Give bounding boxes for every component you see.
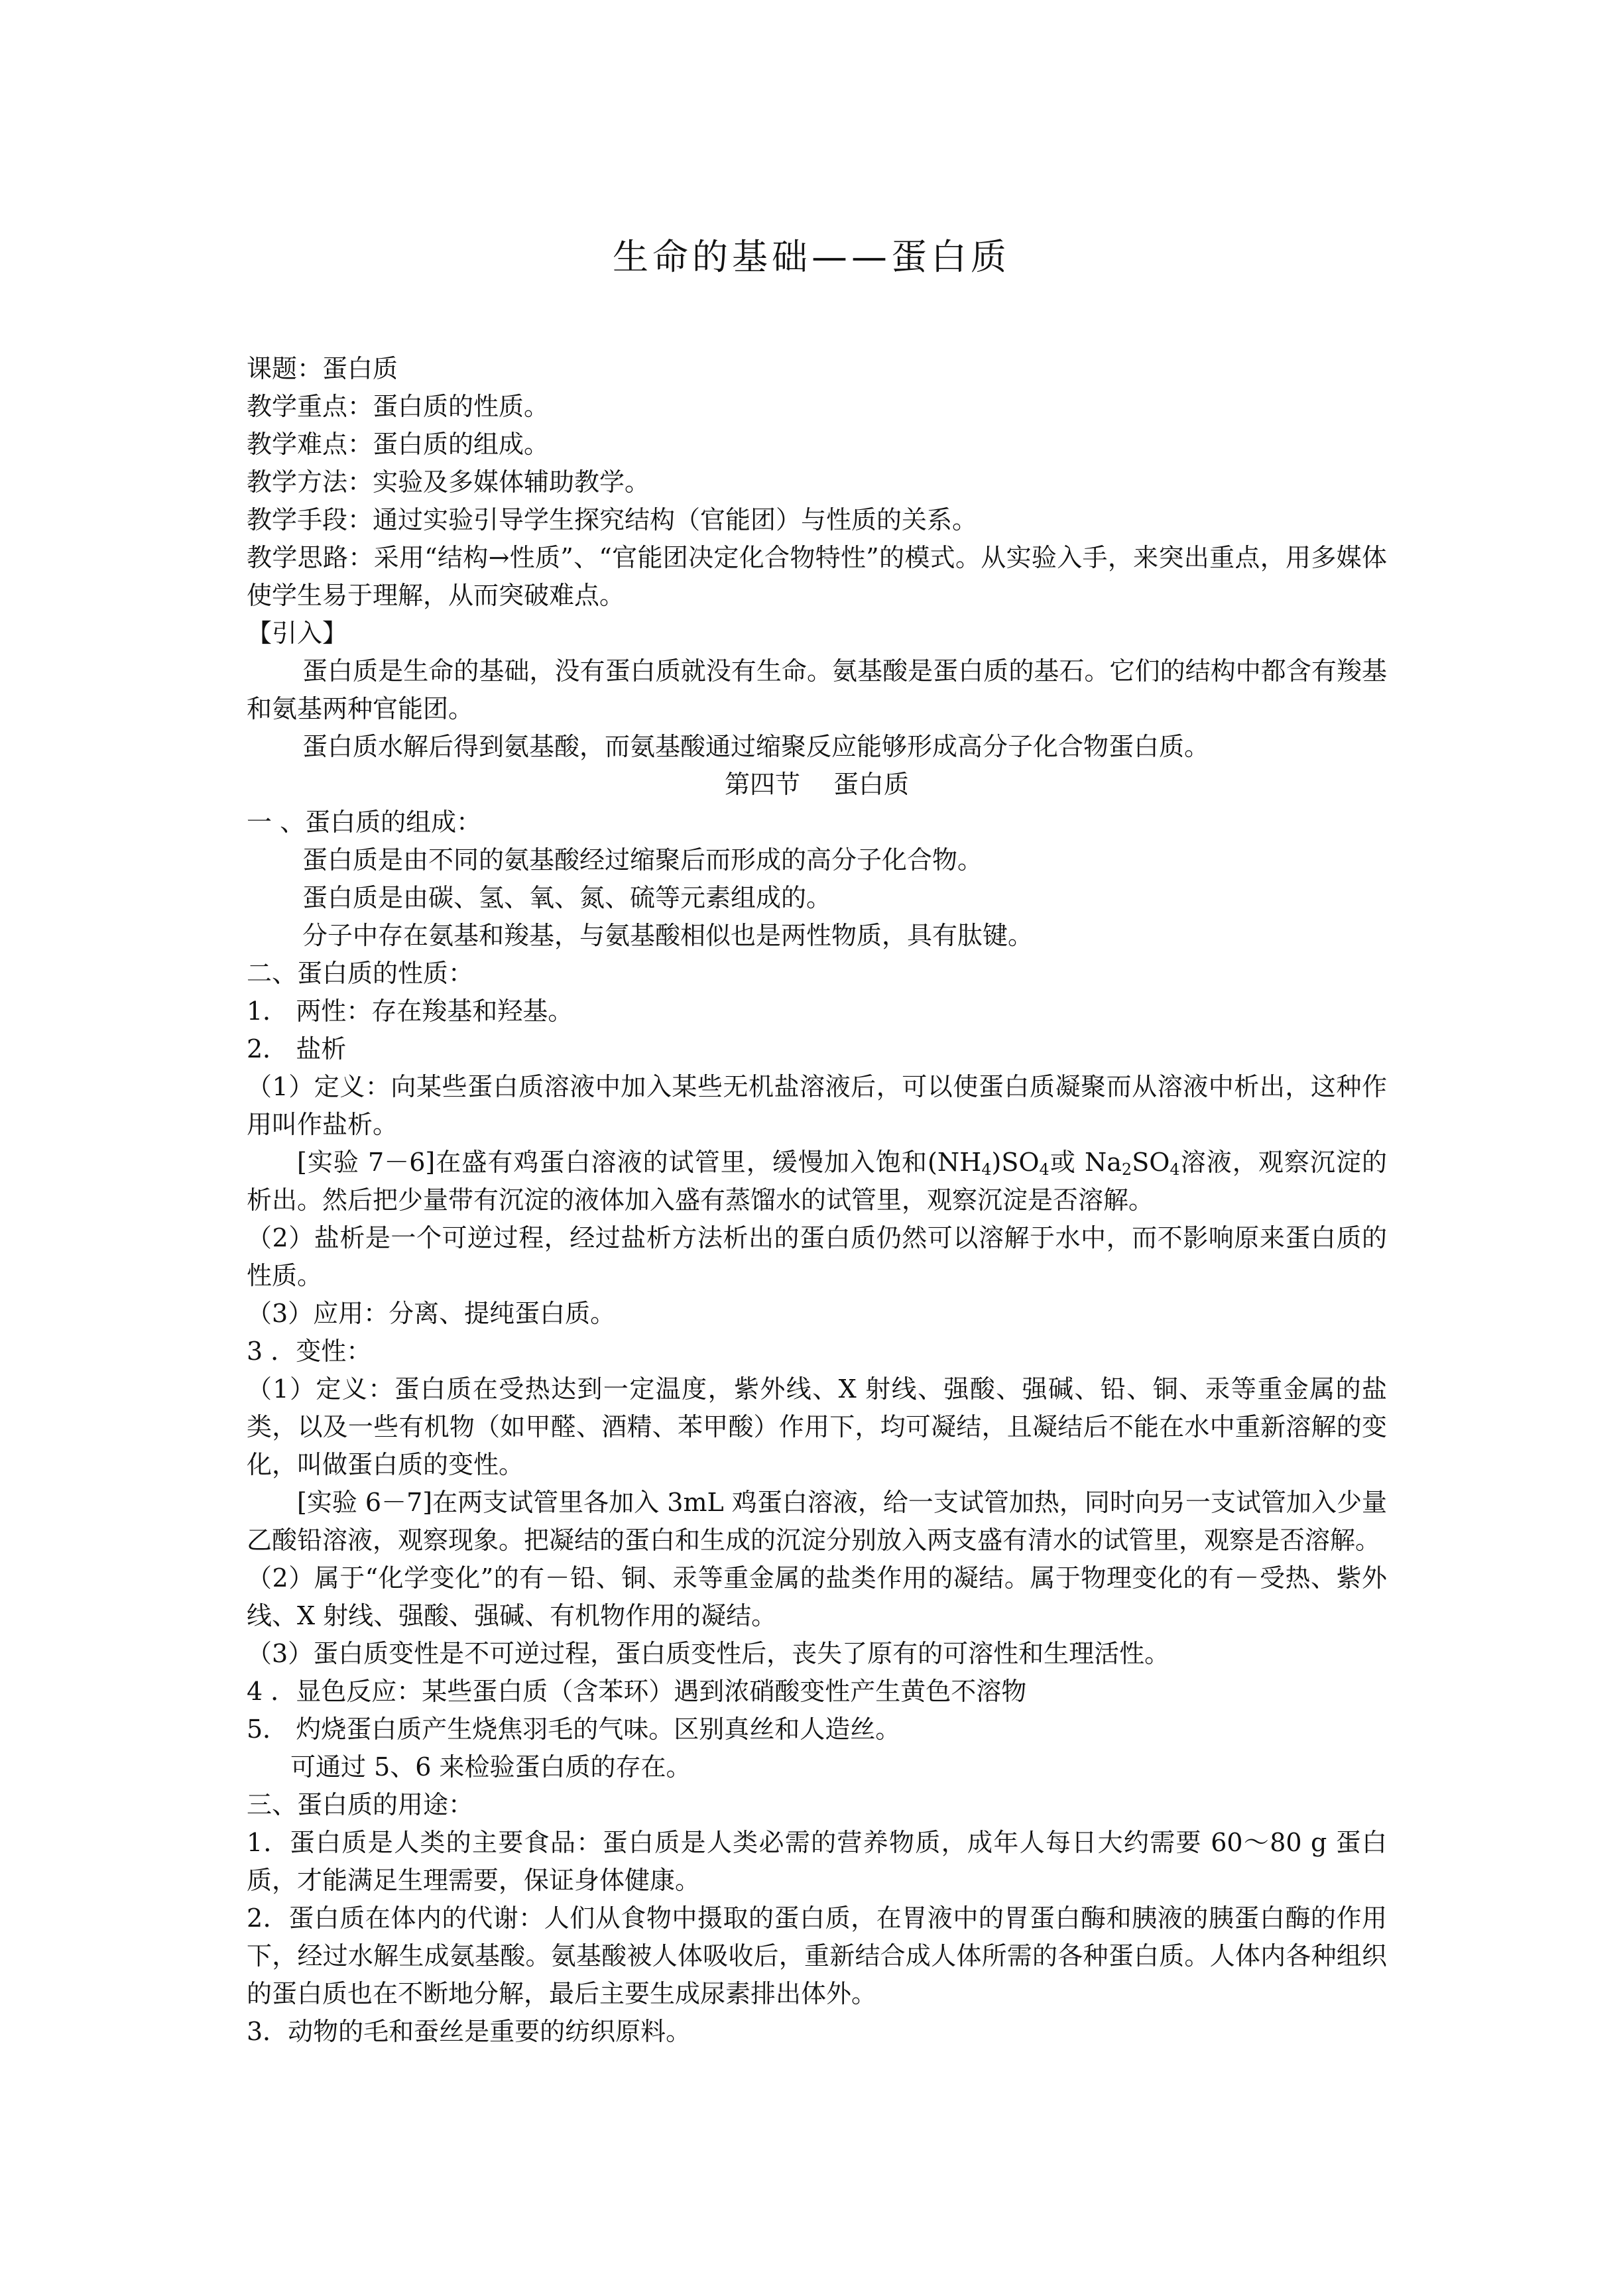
experiment-6-7: [实验 6－7]在两支试管里各加入 3mL 鸡蛋白溶液，给一支试管加热，同时向另一支试管加入少量乙酸铅溶液，观察现象。把凝结的蛋白和生成的沉淀分别放入两支盛有清水的试管里，观察是否溶解。 (247, 1488, 1387, 1555)
subscript: 2 (1121, 1160, 1132, 1179)
intro-heading: 【引入】 (247, 619, 348, 648)
experiment-7-6 (247, 1144, 1387, 1219)
denaturation-definition: （1）定义：蛋白质在受热达到一定温度，紫外线、X 射线、强酸、强碱、铅、铜、汞等重金属的盐类，以及一些有机物（如甲醛、酒精、苯甲酸）作用下，均可凝结，且凝结后不能在水中重新溶解的变化，叫做蛋白质的变性。 (247, 1374, 1387, 1479)
subscript: 4 (1170, 1160, 1180, 1179)
subscript: 4 (981, 1160, 992, 1179)
salting-out-definition: （1）定义：向某些蛋白质溶液中加入某些无机盐溶液后，可以使蛋白质凝聚而从溶液中析出，这种作用叫作盐析。 (247, 1072, 1387, 1139)
salting-out-application: （3）应用：分离、提纯蛋白质。 (247, 1299, 616, 1328)
intro-paragraph-2: 蛋白质水解后得到氨基酸，而氨基酸通过缩聚反应能够形成高分子化合物蛋白质。 (302, 732, 1210, 761)
meta-key-point: 教学重点：蛋白质的性质。 (247, 392, 550, 421)
section-1-heading: 一 、蛋白质的组成： (247, 808, 482, 837)
meta-method: 教学方法：实验及多媒体辅助教学。 (247, 467, 650, 497)
denaturation-types: （2）属于“化学变化”的有－铅、铜、汞等重金属的盐类作用的凝结。属于物理变化的有－受热、紫外线、X 射线、强酸、强碱、有机物作用的凝结。 (247, 1563, 1387, 1630)
experiment-7-6-text-d: SO (1132, 1148, 1170, 1177)
subscript: 4 (1039, 1160, 1050, 1179)
meta-topic: 课题：蛋白质 (247, 354, 398, 383)
meta-means: 教学手段：通过实验引导学生探究结构（官能团）与性质的关系。 (247, 505, 978, 534)
intro-paragraph-1: 蛋白质是生命的基础，没有蛋白质就没有生命。氨基酸是蛋白质的基石。它们的结构中都含有羧基和氨基两种官能团。 (247, 656, 1387, 723)
property-salting-out: 2． 盐析 (247, 1034, 347, 1063)
property-denaturation: 3 ．变性： (247, 1337, 372, 1366)
experiment-7-6-text-e: 溶液，观察沉淀的析出。然后把少量带有沉淀的液体加入盛有蒸馏水的试管里，观察沉淀是否溶解。 (247, 1148, 1387, 1215)
salting-out-reversible: （2）盐析是一个可逆过程，经过盐析方法析出的蛋白质仍然可以溶解于水中，而不影响原来蛋白质的性质。 (247, 1223, 1387, 1290)
property-burning: 5． 灼烧蛋白质产生烧焦羽毛的气味。区别真丝和人造丝。 (247, 1715, 901, 1744)
denaturation-irreversible: （3）蛋白质变性是不可逆过程，蛋白质变性后，丧失了原有的可溶性和生理活性。 (247, 1639, 1170, 1668)
section-title: 第四节 蛋白质 (724, 770, 910, 799)
use-metabolism: 2．蛋白质在体内的代谢：人们从食物中摄取的蛋白质，在胃液中的胃蛋白酶和胰液的胰蛋白酶的作用下，经过水解生成氨基酸。氨基酸被人体吸收后，重新结合成人体所需的各种蛋白质。人体内各种组织的蛋白质也在不断地分解，最后主要生成尿素排出体外。 (247, 1903, 1387, 2008)
page-title: 生命的基础——蛋白质 (613, 236, 1010, 278)
meta-difficulty: 教学难点：蛋白质的组成。 (247, 430, 550, 459)
composition-item-2: 蛋白质是由碳、氢、氧、氮、硫等元素组成的。 (302, 883, 832, 912)
property-color-reaction: 4 ．显色反应：某些蛋白质（含苯环）遇到浓硝酸变性产生黄色不溶物 (247, 1677, 1027, 1706)
composition-item-1: 蛋白质是由不同的氨基酸经过缩聚后而形成的高分子化合物。 (302, 845, 983, 875)
section-3-heading: 三、蛋白质的用途： (247, 1790, 474, 1819)
document-body (247, 350, 1387, 2051)
detection-note: 可通过 5、6 来检验蛋白质的存在。 (290, 1752, 691, 1782)
meta-approach: 教学思路：采用“结构→性质”、“官能团决定化合物特性”的模式。从实验入手，来突出重点，用多媒体使学生易于理解，从而突破难点。 (247, 543, 1387, 610)
composition-item-3: 分子中存在氨基和羧基，与氨基酸相似也是两性物质，具有肽键。 (302, 921, 1034, 950)
experiment-7-6-text-a: [实验 7－6]在盛有鸡蛋白溶液的试管里，缓慢加入饱和(NH (297, 1148, 982, 1177)
experiment-7-6-text-b: )SO (991, 1148, 1040, 1177)
use-food: 1．蛋白质是人类的主要食品：蛋白质是人类必需的营养物质，成年人每日大约需要 60～80 g 蛋白质，才能满足生理需要，保证身体健康。 (247, 1828, 1387, 1895)
experiment-7-6-text-c: 或 Na (1049, 1148, 1122, 1177)
property-amphoteric: 1． 两性：存在羧基和羟基。 (247, 997, 573, 1026)
section-2-heading: 二、蛋白质的性质： (247, 959, 474, 988)
use-textile: 3．动物的毛和蚕丝是重要的纺织原料。 (247, 2017, 691, 2046)
